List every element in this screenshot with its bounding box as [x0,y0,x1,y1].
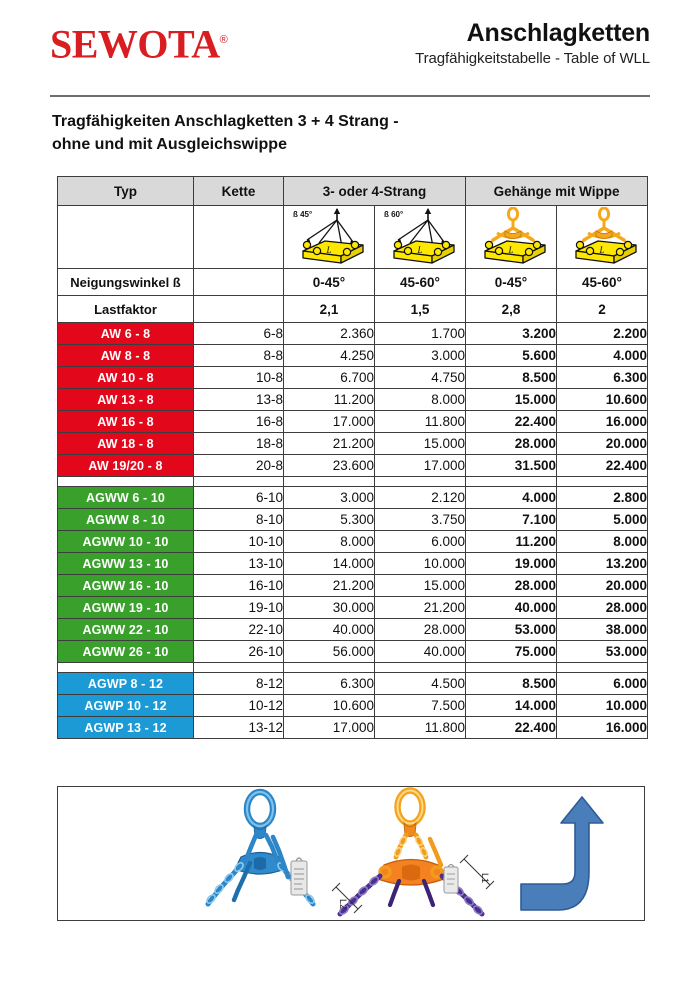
table-row[interactable] [58,455,648,477]
page-title: Anschlagketten [466,19,650,47]
header-wippe: Gehänge mit Wippe [466,177,648,206]
table-row[interactable] [58,673,648,695]
row-wll-wippe-45-60: 38.000 [557,619,648,641]
row-chain-size: 8-10 [194,509,284,531]
table-angle-row [58,269,648,296]
chain-sling-rocker-illustration [332,791,494,916]
pictogram-load-letter: L [326,245,332,255]
row-wll-wippe-45-60: 16.000 [557,717,648,739]
row-wll-strang-45-60: 6.000 [375,531,466,553]
header-divider [50,95,650,97]
factor-value-4: 2 [557,296,648,323]
table-row[interactable] [58,411,648,433]
table-row[interactable] [58,553,648,575]
table-row[interactable] [58,509,648,531]
row-wll-strang-45-60: 4.500 [375,673,466,695]
row-chain-size: 13-10 [194,553,284,575]
row-wll-wippe-0-45: 22.400 [466,717,557,739]
row-chain-size: 16-10 [194,575,284,597]
sewota-logo [50,20,228,67]
page-header [50,18,650,90]
row-chain-size: 6-8 [194,323,284,345]
row-wll-strang-45-60: 15.000 [375,575,466,597]
wll-table [57,176,648,739]
wll-table-container [57,176,647,739]
row-wll-strang-45-60: 40.000 [375,641,466,663]
row-wll-wippe-0-45: 8.500 [466,673,557,695]
row-wll-strang-45-60: 4.750 [375,367,466,389]
header-strang: 3- oder 4-Strang [284,177,466,206]
table-row[interactable] [58,487,648,509]
factor-row-label: Lastfaktor [58,296,194,323]
page-subtitle: Tragfähigkeitstabelle - Table of WLL [415,50,650,67]
identification-tag [291,858,307,895]
row-wll-wippe-0-45: 11.200 [466,531,557,553]
row-type-label: AW 19/20 - 8 [58,455,194,477]
row-wll-strang-45-60: 28.000 [375,619,466,641]
dimension-label-l2: L2 [338,899,348,910]
table-pictogram-row [58,206,648,269]
angle-value-1: 0-45° [284,269,375,296]
row-wll-strang-45-60: 2.120 [375,487,466,509]
row-wll-wippe-45-60: 13.200 [557,553,648,575]
row-wll-strang-0-45: 17.000 [284,411,375,433]
row-type-label: AGWW 26 - 10 [58,641,194,663]
row-chain-size: 13-8 [194,389,284,411]
row-type-label: AGWW 13 - 10 [58,553,194,575]
row-wll-wippe-45-60: 2.800 [557,487,648,509]
pictogram-load-letter: L [417,245,423,255]
pictogram-cell-45 [284,206,375,269]
row-type-label: AGWP 8 - 12 [58,673,194,695]
table-row[interactable] [58,619,648,641]
row-type-label: AGWW 22 - 10 [58,619,194,641]
row-chain-size: 26-10 [194,641,284,663]
row-wll-wippe-45-60: 6.300 [557,367,648,389]
row-chain-size: 13-12 [194,717,284,739]
row-wll-wippe-0-45: 4.000 [466,487,557,509]
group-separator-cell [284,477,375,487]
row-wll-wippe-45-60: 20.000 [557,575,648,597]
row-type-label: AW 16 - 8 [58,411,194,433]
illustration-panel [57,786,645,921]
row-chain-size: 22-10 [194,619,284,641]
pictogram-load-letter: L [599,245,605,255]
row-wll-wippe-0-45: 28.000 [466,433,557,455]
pictogram-sling-with-rocker [558,207,646,267]
angle-value-4: 45-60° [557,269,648,296]
row-wll-wippe-0-45: 19.000 [466,553,557,575]
angle-value-3: 0-45° [466,269,557,296]
table-row[interactable] [58,367,648,389]
row-wll-wippe-0-45: 7.100 [466,509,557,531]
row-wll-strang-0-45: 10.600 [284,695,375,717]
row-wll-wippe-45-60: 2.200 [557,323,648,345]
row-wll-strang-45-60: 11.800 [375,411,466,433]
row-wll-strang-45-60: 10.000 [375,553,466,575]
group-separator-cell [557,477,648,487]
row-wll-strang-0-45: 3.000 [284,487,375,509]
pictogram-angle-label: ß 60° [384,210,404,219]
table-row[interactable] [58,717,648,739]
row-wll-strang-0-45: 6.300 [284,673,375,695]
row-wll-strang-45-60: 21.200 [375,597,466,619]
table-row[interactable] [58,389,648,411]
row-wll-strang-0-45: 8.000 [284,531,375,553]
group-separator [58,477,648,487]
row-wll-strang-0-45: 2.360 [284,323,375,345]
table-row[interactable] [58,641,648,663]
header-titles [415,18,650,70]
table-row[interactable] [58,345,648,367]
row-chain-size: 18-8 [194,433,284,455]
row-type-label: AGWP 10 - 12 [58,695,194,717]
pictogram-cell-wippe-60 [557,206,648,269]
factor-row-kette-empty [194,296,284,323]
illustrations-svg [58,787,644,920]
table-row[interactable] [58,597,648,619]
pictogram-cell-60 [375,206,466,269]
row-type-label: AGWW 8 - 10 [58,509,194,531]
row-type-label: AGWW 16 - 10 [58,575,194,597]
row-wll-strang-45-60: 1.700 [375,323,466,345]
row-wll-strang-0-45: 23.600 [284,455,375,477]
header-kette: Kette [194,177,284,206]
row-wll-strang-45-60: 15.000 [375,433,466,455]
row-chain-size: 19-10 [194,597,284,619]
row-wll-wippe-45-60: 10.600 [557,389,648,411]
group-separator [58,663,648,673]
row-wll-strang-0-45: 56.000 [284,641,375,663]
row-type-label: AGWP 13 - 12 [58,717,194,739]
row-wll-strang-0-45: 30.000 [284,597,375,619]
row-wll-strang-0-45: 4.250 [284,345,375,367]
table-factor-row [58,296,648,323]
logo-text: SEWOTA [50,21,220,67]
row-wll-strang-45-60: 3.000 [375,345,466,367]
row-chain-size: 8-12 [194,673,284,695]
row-wll-strang-0-45: 5.300 [284,509,375,531]
row-wll-strang-0-45: 21.200 [284,433,375,455]
row-wll-wippe-45-60: 8.000 [557,531,648,553]
table-row[interactable] [58,575,648,597]
row-wll-strang-0-45: 11.200 [284,389,375,411]
row-wll-wippe-0-45: 22.400 [466,411,557,433]
group-separator-cell [194,663,284,673]
row-type-label: AGWW 6 - 10 [58,487,194,509]
section-title [52,110,652,156]
dimension-label-l1: L1 [480,873,490,884]
pictogram-angle-label: ß 45° [293,210,313,219]
factor-value-3: 2,8 [466,296,557,323]
table-header-row [58,177,648,206]
row-wll-strang-0-45: 6.700 [284,367,375,389]
row-wll-strang-45-60: 3.750 [375,509,466,531]
row-wll-wippe-0-45: 28.000 [466,575,557,597]
curved-up-arrow-icon [521,797,603,910]
row-type-label: AW 6 - 8 [58,323,194,345]
row-wll-wippe-45-60: 4.000 [557,345,648,367]
angle-row-kette-empty [194,269,284,296]
angle-row-label: Neigungswinkel ß [58,269,194,296]
identification-tag-2 [444,865,458,894]
factor-value-1: 2,1 [284,296,375,323]
registered-trademark-icon: ® [219,34,228,46]
row-wll-wippe-0-45: 8.500 [466,367,557,389]
group-separator-cell [375,477,466,487]
table-row[interactable] [58,531,648,553]
row-wll-wippe-45-60: 16.000 [557,411,648,433]
table-row[interactable] [58,323,648,345]
pictogram-cell-empty-kette [194,206,284,269]
row-wll-wippe-45-60: 6.000 [557,673,648,695]
row-wll-wippe-45-60: 22.400 [557,455,648,477]
row-type-label: AGWW 10 - 10 [58,531,194,553]
pictogram-load-letter: L [508,245,514,255]
group-separator-cell [58,477,194,487]
row-wll-wippe-0-45: 31.500 [466,455,557,477]
row-wll-strang-45-60: 8.000 [375,389,466,411]
row-type-label: AW 13 - 8 [58,389,194,411]
table-row[interactable] [58,433,648,455]
row-wll-wippe-45-60: 5.000 [557,509,648,531]
group-separator-cell [58,663,194,673]
row-wll-strang-45-60: 17.000 [375,455,466,477]
pictogram-sling-plain [285,207,373,267]
group-separator-cell [466,663,557,673]
row-type-label: AW 10 - 8 [58,367,194,389]
group-separator-cell [284,663,375,673]
row-wll-wippe-0-45: 5.600 [466,345,557,367]
row-chain-size: 8-8 [194,345,284,367]
row-type-label: AGWW 19 - 10 [58,597,194,619]
header-typ: Typ [58,177,194,206]
row-wll-strang-0-45: 14.000 [284,553,375,575]
row-wll-strang-0-45: 17.000 [284,717,375,739]
section-title-line2: ohne und mit Ausgleichswippe [52,136,287,153]
dimension-l1 [460,855,494,889]
row-wll-wippe-0-45: 14.000 [466,695,557,717]
row-chain-size: 10-12 [194,695,284,717]
factor-value-2: 1,5 [375,296,466,323]
row-type-label: AW 8 - 8 [58,345,194,367]
group-separator-cell [557,663,648,673]
row-wll-wippe-0-45: 53.000 [466,619,557,641]
table-row[interactable] [58,695,648,717]
row-wll-wippe-0-45: 75.000 [466,641,557,663]
row-wll-wippe-0-45: 15.000 [466,389,557,411]
pictogram-sling-with-rocker [467,207,555,267]
pictogram-cell-wippe-45 [466,206,557,269]
row-chain-size: 16-8 [194,411,284,433]
row-wll-strang-45-60: 7.500 [375,695,466,717]
pictogram-cell-empty-typ [58,206,194,269]
row-wll-wippe-0-45: 3.200 [466,323,557,345]
pictogram-sling-plain [376,207,464,267]
group-separator-cell [375,663,466,673]
row-chain-size: 10-10 [194,531,284,553]
row-chain-size: 10-8 [194,367,284,389]
section-title-line1: Tragfähigkeiten Anschlagketten 3 + 4 Strang - [52,113,399,130]
row-type-label: AW 18 - 8 [58,433,194,455]
row-wll-wippe-45-60: 53.000 [557,641,648,663]
row-wll-wippe-45-60: 28.000 [557,597,648,619]
row-wll-wippe-0-45: 40.000 [466,597,557,619]
row-chain-size: 6-10 [194,487,284,509]
group-separator-cell [466,477,557,487]
row-wll-strang-0-45: 40.000 [284,619,375,641]
row-wll-wippe-45-60: 20.000 [557,433,648,455]
row-wll-strang-45-60: 11.800 [375,717,466,739]
chain-sling-blue-illustration [205,792,315,905]
group-separator-cell [194,477,284,487]
row-wll-wippe-45-60: 10.000 [557,695,648,717]
angle-value-2: 45-60° [375,269,466,296]
row-wll-strang-0-45: 21.200 [284,575,375,597]
row-chain-size: 20-8 [194,455,284,477]
